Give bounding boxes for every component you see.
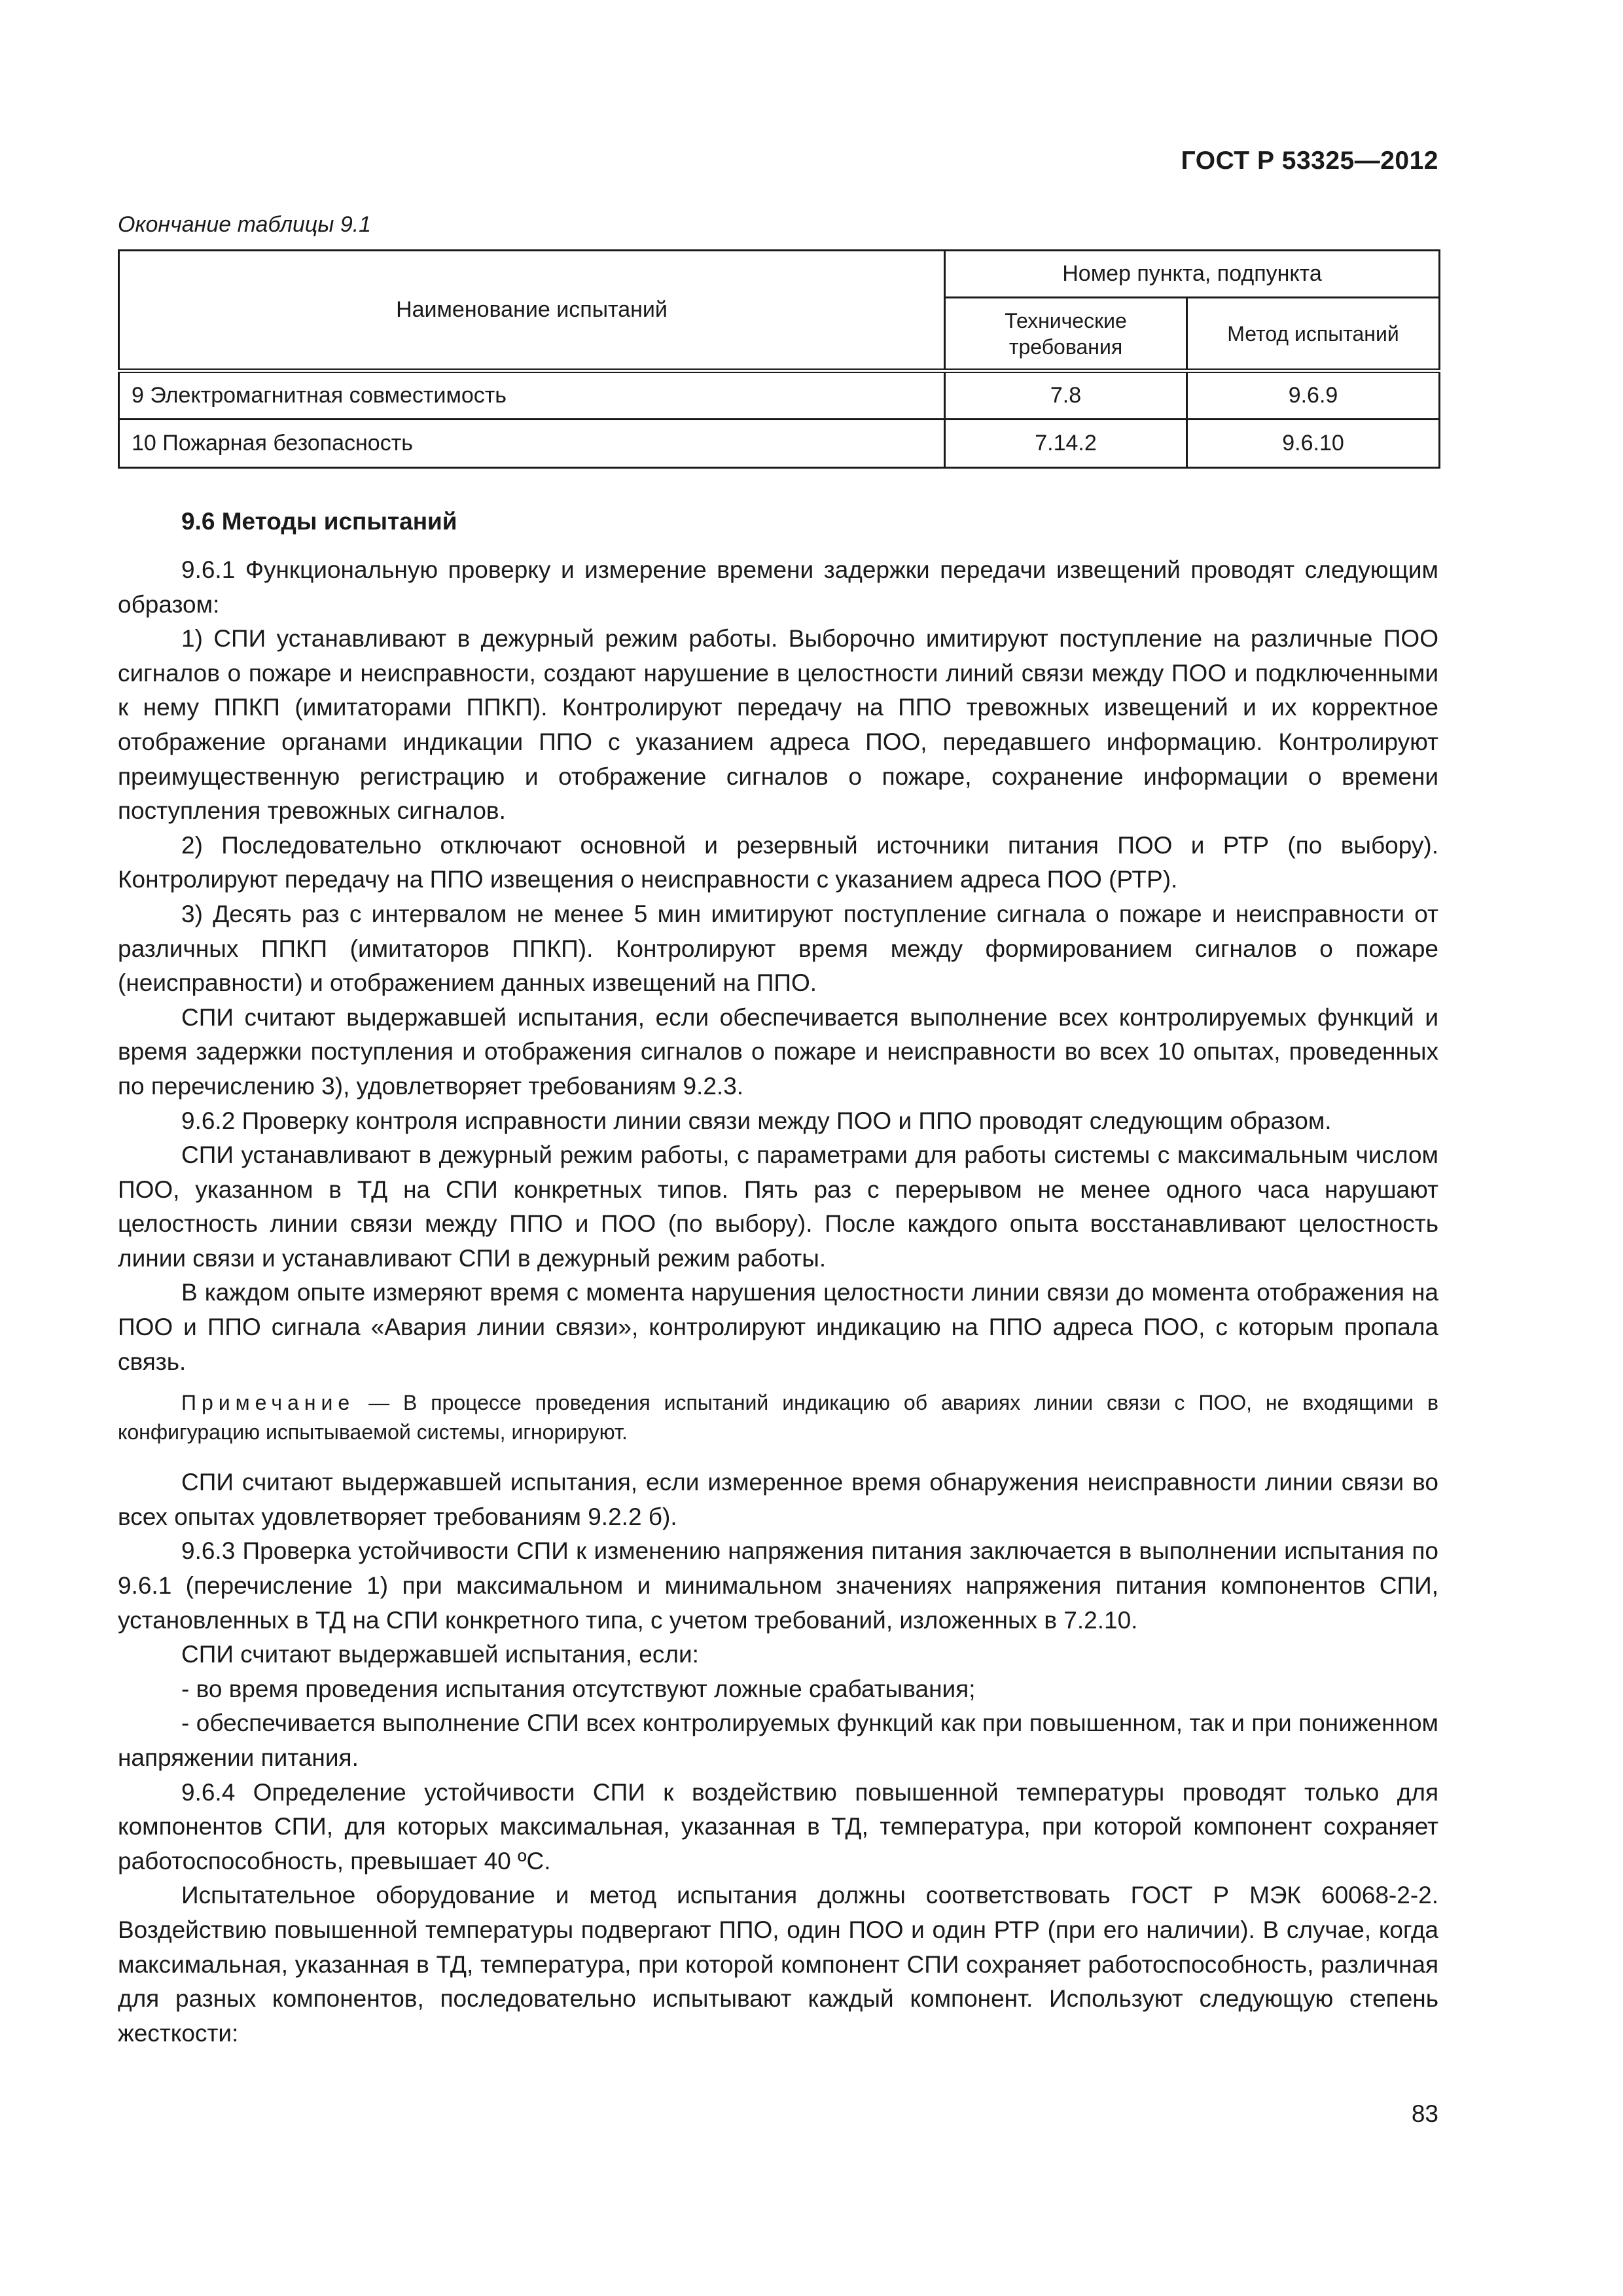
- paragraph: 9.6.4 Определение устойчивости СПИ к воздействию повышенной температуры проводят только для компонентов СПИ, для которых максимальная, указанная в ТД, температура, при которой компонент сохраняет работоспособность, превышает 40 ºС.: [118, 1778, 1438, 1874]
- tests-table: [118, 249, 1440, 469]
- row-method-clause: 9.6.9: [1187, 371, 1440, 420]
- header-test-method: Метод испытаний: [1187, 298, 1440, 371]
- paragraph: 9.6.1 Функциональную проверку и измерение времени задержки передачи извещений проводят следующим образом:: [118, 556, 1438, 618]
- note-text: — В процессе проведения испытаний индикацию об авариях линии связи с ПОО, не входящими в конфигурацию испытываемой системы, игнорируют.: [118, 1391, 1438, 1444]
- note: [118, 1388, 1438, 1447]
- paragraph: СПИ устанавливают в дежурный режим работы, с параметрами для работы системы с максимальным числом ПОО, указанном в ТД на СПИ конкретных типов. Пять раз с перерывом не менее одного часа нарушают целостность линии связи между ППО и ПОО (по выбору). После каждого опыта восстанавливают целостность линии связи и устанавливают СПИ в дежурный режим работы.: [118, 1141, 1438, 1272]
- paragraph: СПИ считают выдержавшей испытания, если обеспечивается выполнение всех контролируемых функций и время задержки поступления и отображения сигналов о пожаре и неисправности во всех 10 опытах, проведенных по перечислению 3), удовлетворяет требованиям 9.2.3.: [118, 1003, 1438, 1100]
- paragraph: СПИ считают выдержавшей испытания, если измеренное время обнаружения неисправности линии связи во всех опытах удовлетворяет требованиям 9.2.2 б).: [118, 1469, 1438, 1530]
- row-requirements-clause: 7.14.2: [945, 420, 1187, 468]
- page-number: 83: [1411, 2100, 1438, 2127]
- header-test-name: Наименование испытаний: [119, 251, 945, 371]
- section-heading: 9.6 Методы испытаний: [181, 508, 457, 535]
- paragraph: Испытательное оборудование и метод испытания должны соответствовать ГОСТ Р МЭК 60068-2-2. Воздействию повышенной температуры подвергают ППО, один ПОО и один РТР (при его наличии). В случае, когда максимальная, указанная в ТД, температура, при которой компонент СПИ сохраняет работоспособность, различная для разных компонентов, последовательно испытывают каждый компонент. Используют следующую степень жесткости:: [118, 1882, 1438, 2047]
- note-label: Примечание: [181, 1391, 355, 1415]
- paragraph: 9.6.3 Проверка устойчивости СПИ к изменению напряжения питания заключается в выполнении испытания по 9.6.1 (перечисление 1) при максимальном и минимальном значениях напряжения питания компонентов СПИ, установленных в ТД на СПИ конкретного типа, с учетом требований, изложенных в 7.2.10.: [118, 1537, 1438, 1634]
- table-header-row: [119, 251, 1440, 298]
- document-code: ГОСТ Р 53325—2012: [1181, 147, 1438, 175]
- header-technical-requirements: Технические требования: [945, 298, 1187, 371]
- paragraph: 1) СПИ устанавливают в дежурный режим работы. Выборочно имитируют поступление на различные ПОО сигналов о пожаре и неисправности, создают нарушение в целостности линий связи между ПОО и подключенными к нему ППКП (имитаторами ППКП). Контролируют передачу на ППО тревожных извещений и их корректное отображение органами индикации ППО с указанием адреса ПОО, передавшего информацию. Контролируют преимущественную регистрацию и отображение сигналов о пожаре, сохранение информации о времени поступления тревожных сигналов.: [118, 625, 1438, 825]
- row-requirements-clause: 7.8: [945, 371, 1187, 420]
- paragraph: 3) Десять раз с интервалом не менее 5 мин имитируют поступление сигнала о пожаре и неисправности от различных ППКП (имитаторов ППКП). Контролируют время между формированием сигналов о пожаре (неисправности) и отображением данных извещений на ППО.: [118, 900, 1438, 997]
- row-test-name: 10 Пожарная безопасность: [119, 420, 945, 468]
- list-item: - обеспечивается выполнение СПИ всех контролируемых функций как при повышенном, так и при пониженном напряжении питания.: [118, 1710, 1438, 1771]
- row-method-clause: 9.6.10: [1187, 420, 1440, 468]
- list-item: - во время проведения испытания отсутствуют ложные срабатывания;: [181, 1675, 976, 1702]
- paragraph: 2) Последовательно отключают основной и резервный источники питания ПОО и РТР (по выбору). Контролируют передачу на ППО извещения о неисправности с указанием адреса ПОО (РТР).: [118, 831, 1438, 893]
- paragraph: 9.6.2 Проверку контроля исправности линии связи между ПОО и ППО проводят следующим образом.: [181, 1107, 1332, 1134]
- paragraph: В каждом опыте измеряют время с момента нарушения целостности линии связи до момента отображения на ПОО и ППО сигнала «Авария линии связи», контролируют индикацию на ППО адреса ПОО, с которым пропала связь.: [118, 1279, 1438, 1375]
- row-test-name: 9 Электромагнитная совместимость: [119, 371, 945, 420]
- paragraph: СПИ считают выдержавшей испытания, если:: [181, 1641, 699, 1668]
- header-clause-number: Номер пункта, подпункта: [945, 251, 1440, 298]
- table-caption: Окончание таблицы 9.1: [118, 212, 372, 237]
- table-row: [119, 420, 1440, 468]
- body-text: [118, 553, 1438, 2051]
- table-row: [119, 371, 1440, 420]
